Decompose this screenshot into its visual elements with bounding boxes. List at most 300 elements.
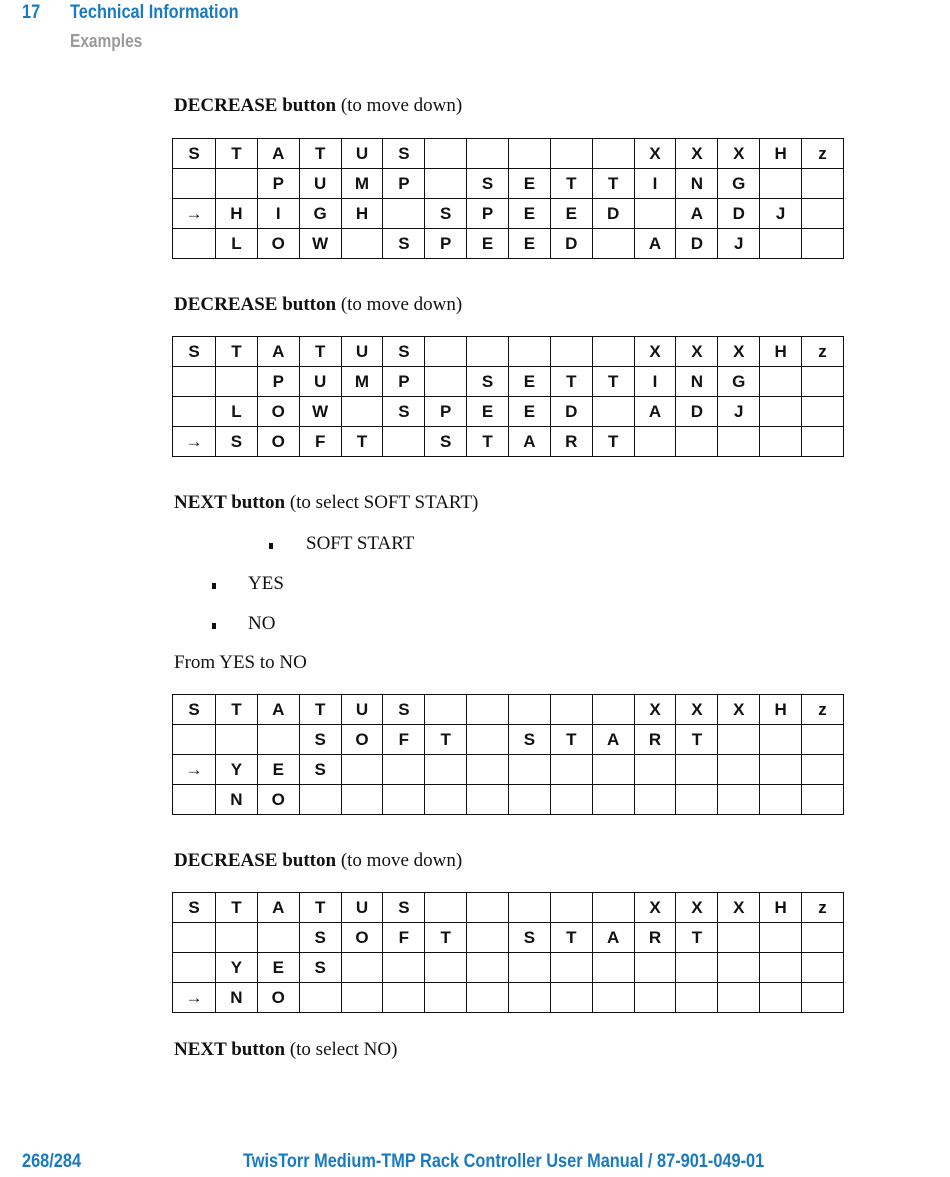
display-table-3 <box>172 694 844 815</box>
caption-rest: (to move down) <box>336 95 463 116</box>
bullet-marker <box>212 623 216 629</box>
display-cell: X <box>718 139 760 169</box>
arrow-right-icon: → <box>173 199 216 229</box>
display-cell <box>802 953 844 983</box>
display-table-4 <box>172 892 844 1013</box>
display-cell <box>760 427 802 457</box>
display-cell: S <box>299 953 341 983</box>
display-cell <box>802 923 844 953</box>
display-cell <box>425 695 467 725</box>
display-cell: U <box>341 695 383 725</box>
display-cell <box>760 983 802 1013</box>
display-cell <box>467 337 509 367</box>
display-cell <box>425 337 467 367</box>
display-cell: S <box>425 199 467 229</box>
caption-rest: (to move down) <box>336 850 463 871</box>
display-cell <box>467 785 509 815</box>
display-cell: I <box>634 169 676 199</box>
display-cell <box>173 953 216 983</box>
display-cell <box>592 397 634 427</box>
display-cell: E <box>257 755 299 785</box>
display-cell: S <box>425 427 467 457</box>
display-cell: D <box>550 397 592 427</box>
display-cell <box>173 169 216 199</box>
display-cell: D <box>676 397 718 427</box>
display-cell: T <box>216 139 258 169</box>
display-cell <box>592 229 634 259</box>
display-cell: T <box>676 923 718 953</box>
display-cell <box>634 427 676 457</box>
display-cell <box>173 397 216 427</box>
display-cell: P <box>257 169 299 199</box>
display-cell: S <box>467 367 509 397</box>
display-cell <box>676 427 718 457</box>
display-cell: D <box>592 199 634 229</box>
display-cell <box>802 367 844 397</box>
display-cell <box>341 229 383 259</box>
display-cell <box>341 983 383 1013</box>
display-cell <box>383 427 425 457</box>
display-cell: S <box>173 139 216 169</box>
display-cell: T <box>341 427 383 457</box>
arrow-right-icon: → <box>173 755 216 785</box>
display-cell: N <box>676 169 718 199</box>
display-cell: T <box>216 893 258 923</box>
display-cell <box>341 755 383 785</box>
display-cell: H <box>760 893 802 923</box>
display-cell <box>216 367 258 397</box>
display-row <box>173 169 844 199</box>
display-cell: T <box>550 923 592 953</box>
display-cell <box>634 953 676 983</box>
display-cell <box>341 397 383 427</box>
display-cell: E <box>509 229 551 259</box>
display-cell <box>634 755 676 785</box>
caption-rest: From YES to NO <box>174 652 307 673</box>
display-cell <box>802 427 844 457</box>
display-cell: T <box>216 337 258 367</box>
display-cell <box>257 725 299 755</box>
display-cell: S <box>173 695 216 725</box>
display-cell <box>760 229 802 259</box>
display-cell <box>802 397 844 427</box>
display-cell: T <box>592 169 634 199</box>
display-row <box>173 755 844 785</box>
display-cell <box>592 983 634 1013</box>
bullet-yes: YES <box>248 573 284 594</box>
display-cell: S <box>467 169 509 199</box>
display-cell: H <box>216 199 258 229</box>
display-cell: P <box>467 199 509 229</box>
display-cell: P <box>425 397 467 427</box>
display-cell: O <box>257 427 299 457</box>
display-row <box>173 695 844 725</box>
display-cell <box>676 953 718 983</box>
display-cell <box>592 139 634 169</box>
display-cell: z <box>802 337 844 367</box>
display-cell: S <box>383 337 425 367</box>
display-cell <box>216 169 258 199</box>
chapter-title: Technical Information <box>70 2 239 23</box>
display-cell: F <box>383 923 425 953</box>
display-cell: O <box>257 229 299 259</box>
display-cell: O <box>257 397 299 427</box>
display-cell <box>467 953 509 983</box>
display-cell: L <box>216 229 258 259</box>
display-cell <box>550 695 592 725</box>
display-cell: T <box>299 695 341 725</box>
display-cell: R <box>634 923 676 953</box>
display-cell: T <box>592 367 634 397</box>
caption-bold: DECREASE button <box>174 850 337 871</box>
display-cell: S <box>383 397 425 427</box>
display-cell: A <box>634 229 676 259</box>
display-cell <box>550 139 592 169</box>
display-cell <box>173 785 216 815</box>
display-cell: A <box>592 923 634 953</box>
display-row <box>173 785 844 815</box>
display-cell <box>718 953 760 983</box>
display-cell <box>509 953 551 983</box>
section-title: Examples <box>70 31 143 51</box>
display-cell: W <box>299 397 341 427</box>
display-cell: E <box>550 199 592 229</box>
caption-bold: DECREASE button <box>174 95 337 116</box>
display-cell: S <box>383 893 425 923</box>
display-cell: O <box>341 725 383 755</box>
display-cell <box>802 785 844 815</box>
display-cell <box>718 785 760 815</box>
chapter-number: 17 <box>22 2 41 23</box>
display-row <box>173 953 844 983</box>
display-cell: T <box>216 695 258 725</box>
display-cell <box>425 755 467 785</box>
arrow-right-icon: → <box>173 983 216 1013</box>
display-cell: H <box>341 199 383 229</box>
display-row <box>173 139 844 169</box>
display-cell <box>383 755 425 785</box>
display-cell <box>760 755 802 785</box>
display-cell: H <box>760 139 802 169</box>
display-cell: H <box>760 337 802 367</box>
display-cell <box>425 953 467 983</box>
display-cell: H <box>760 695 802 725</box>
display-cell: U <box>341 139 383 169</box>
display-cell: T <box>299 139 341 169</box>
display-table-2 <box>172 336 844 457</box>
display-row <box>173 397 844 427</box>
display-cell <box>173 725 216 755</box>
display-cell: T <box>550 725 592 755</box>
display-cell <box>634 785 676 815</box>
display-cell <box>592 893 634 923</box>
display-cell: X <box>718 695 760 725</box>
display-cell <box>467 923 509 953</box>
display-cell <box>467 755 509 785</box>
display-cell: T <box>467 427 509 457</box>
display-cell: S <box>216 427 258 457</box>
display-cell <box>173 229 216 259</box>
display-cell: T <box>425 923 467 953</box>
display-cell: X <box>676 893 718 923</box>
display-cell <box>760 725 802 755</box>
display-cell: P <box>425 229 467 259</box>
display-cell <box>676 785 718 815</box>
display-cell <box>509 139 551 169</box>
display-cell <box>634 199 676 229</box>
display-cell <box>550 785 592 815</box>
display-row <box>173 427 844 457</box>
display-cell <box>216 923 258 953</box>
bullet-no: NO <box>248 613 276 634</box>
display-cell: N <box>216 785 258 815</box>
display-cell <box>634 983 676 1013</box>
display-cell: S <box>173 337 216 367</box>
display-cell: E <box>467 229 509 259</box>
display-cell: T <box>425 725 467 755</box>
display-cell <box>760 367 802 397</box>
display-cell <box>802 199 844 229</box>
display-cell: E <box>467 397 509 427</box>
display-cell: A <box>257 695 299 725</box>
caption-rest: (to select SOFT START) <box>285 492 479 513</box>
display-cell: U <box>341 893 383 923</box>
display-cell: A <box>676 199 718 229</box>
display-row <box>173 923 844 953</box>
display-cell <box>718 725 760 755</box>
display-cell <box>425 169 467 199</box>
display-cell: G <box>718 169 760 199</box>
caption-decrease-1 <box>174 95 462 117</box>
caption-next-select-no <box>174 1039 397 1061</box>
display-cell: I <box>257 199 299 229</box>
display-row <box>173 725 844 755</box>
bullet-marker <box>212 583 216 589</box>
display-cell: E <box>509 397 551 427</box>
display-cell <box>299 983 341 1013</box>
display-cell <box>718 923 760 953</box>
display-cell <box>509 755 551 785</box>
caption-bold: NEXT button <box>174 1039 286 1060</box>
caption-decrease-3 <box>174 850 462 872</box>
display-cell: O <box>341 923 383 953</box>
display-cell <box>550 953 592 983</box>
display-cell <box>341 953 383 983</box>
display-cell: D <box>718 199 760 229</box>
display-cell: z <box>802 893 844 923</box>
display-cell: A <box>257 139 299 169</box>
caption-rest: (to move down) <box>336 294 463 315</box>
display-cell <box>802 983 844 1013</box>
display-cell: D <box>550 229 592 259</box>
display-cell <box>299 785 341 815</box>
display-cell: T <box>299 893 341 923</box>
display-cell <box>425 983 467 1013</box>
display-cell: X <box>634 695 676 725</box>
display-cell: F <box>299 427 341 457</box>
display-cell <box>509 893 551 923</box>
display-cell <box>760 785 802 815</box>
display-cell: Y <box>216 755 258 785</box>
display-cell <box>383 953 425 983</box>
display-cell <box>509 983 551 1013</box>
display-cell <box>550 893 592 923</box>
display-cell <box>802 169 844 199</box>
display-cell: z <box>802 695 844 725</box>
display-cell: T <box>299 337 341 367</box>
display-cell <box>760 953 802 983</box>
display-cell <box>341 785 383 815</box>
display-cell: T <box>550 169 592 199</box>
display-cell <box>467 983 509 1013</box>
display-cell <box>467 725 509 755</box>
display-cell: X <box>634 337 676 367</box>
caption-next-soft-start <box>174 492 478 514</box>
display-cell: Y <box>216 953 258 983</box>
display-cell <box>383 785 425 815</box>
display-cell <box>676 983 718 1013</box>
display-cell: L <box>216 397 258 427</box>
bullet-marker <box>269 543 273 549</box>
display-cell: S <box>509 725 551 755</box>
display-cell: N <box>676 367 718 397</box>
display-cell: z <box>802 139 844 169</box>
display-cell <box>509 695 551 725</box>
display-cell: O <box>257 785 299 815</box>
display-cell: N <box>216 983 258 1013</box>
display-cell: M <box>341 169 383 199</box>
display-row <box>173 199 844 229</box>
display-cell: S <box>383 229 425 259</box>
display-cell <box>509 785 551 815</box>
display-cell: P <box>257 367 299 397</box>
display-cell: A <box>257 893 299 923</box>
display-cell <box>383 983 425 1013</box>
display-cell: O <box>257 983 299 1013</box>
display-cell: U <box>341 337 383 367</box>
display-cell <box>257 923 299 953</box>
display-cell <box>676 755 718 785</box>
display-cell <box>216 725 258 755</box>
display-cell: S <box>299 755 341 785</box>
display-cell: X <box>676 337 718 367</box>
display-cell: A <box>592 725 634 755</box>
display-row <box>173 337 844 367</box>
display-cell: S <box>299 725 341 755</box>
display-row <box>173 229 844 259</box>
display-cell: I <box>634 367 676 397</box>
display-cell: W <box>299 229 341 259</box>
display-cell: J <box>760 199 802 229</box>
display-cell <box>467 893 509 923</box>
display-cell <box>802 725 844 755</box>
display-cell: S <box>383 139 425 169</box>
display-row <box>173 983 844 1013</box>
display-cell: U <box>299 367 341 397</box>
display-cell <box>592 755 634 785</box>
display-row <box>173 367 844 397</box>
caption-from-yes-to-no <box>174 652 307 674</box>
display-cell <box>467 139 509 169</box>
display-cell <box>425 893 467 923</box>
display-cell: X <box>634 139 676 169</box>
display-cell: U <box>299 169 341 199</box>
display-cell: S <box>173 893 216 923</box>
caption-bold: DECREASE button <box>174 294 337 315</box>
display-cell: A <box>509 427 551 457</box>
arrow-right-icon: → <box>173 427 216 457</box>
display-cell <box>802 755 844 785</box>
display-cell: R <box>550 427 592 457</box>
caption-bold: NEXT button <box>174 492 286 513</box>
display-cell: X <box>718 337 760 367</box>
display-cell: X <box>718 893 760 923</box>
display-cell <box>509 337 551 367</box>
caption-decrease-2 <box>174 294 462 316</box>
display-cell <box>550 337 592 367</box>
display-cell: P <box>383 169 425 199</box>
display-cell <box>592 337 634 367</box>
display-row <box>173 893 844 923</box>
display-cell: X <box>676 695 718 725</box>
display-cell <box>760 397 802 427</box>
display-cell <box>550 983 592 1013</box>
display-cell: X <box>676 139 718 169</box>
display-cell: S <box>299 923 341 953</box>
display-cell <box>425 139 467 169</box>
display-cell: G <box>718 367 760 397</box>
display-cell <box>592 785 634 815</box>
display-cell: T <box>592 427 634 457</box>
display-cell <box>173 923 216 953</box>
display-cell <box>425 785 467 815</box>
display-cell <box>760 923 802 953</box>
display-cell <box>592 695 634 725</box>
display-cell: E <box>509 367 551 397</box>
display-cell <box>592 953 634 983</box>
display-cell <box>802 229 844 259</box>
display-cell: M <box>341 367 383 397</box>
display-cell: S <box>383 695 425 725</box>
display-cell <box>467 695 509 725</box>
display-cell: E <box>509 169 551 199</box>
display-cell: J <box>718 229 760 259</box>
display-cell: G <box>299 199 341 229</box>
display-cell: X <box>634 893 676 923</box>
display-cell: T <box>676 725 718 755</box>
display-cell: P <box>383 367 425 397</box>
display-cell: J <box>718 397 760 427</box>
display-cell: S <box>509 923 551 953</box>
display-cell: T <box>550 367 592 397</box>
display-cell <box>718 427 760 457</box>
display-cell <box>718 983 760 1013</box>
manual-title: TwisTorr Medium-TMP Rack Controller User Manual / 87-901-049-01 <box>243 1151 765 1172</box>
display-cell <box>425 367 467 397</box>
display-cell <box>760 169 802 199</box>
display-cell <box>550 755 592 785</box>
bullet-soft-start: SOFT START <box>306 533 415 554</box>
display-cell: A <box>257 337 299 367</box>
display-cell: R <box>634 725 676 755</box>
display-cell: F <box>383 725 425 755</box>
display-cell <box>173 367 216 397</box>
display-cell: E <box>509 199 551 229</box>
display-cell <box>718 755 760 785</box>
display-cell: E <box>257 953 299 983</box>
caption-rest: (to select NO) <box>285 1039 398 1060</box>
display-cell: A <box>634 397 676 427</box>
